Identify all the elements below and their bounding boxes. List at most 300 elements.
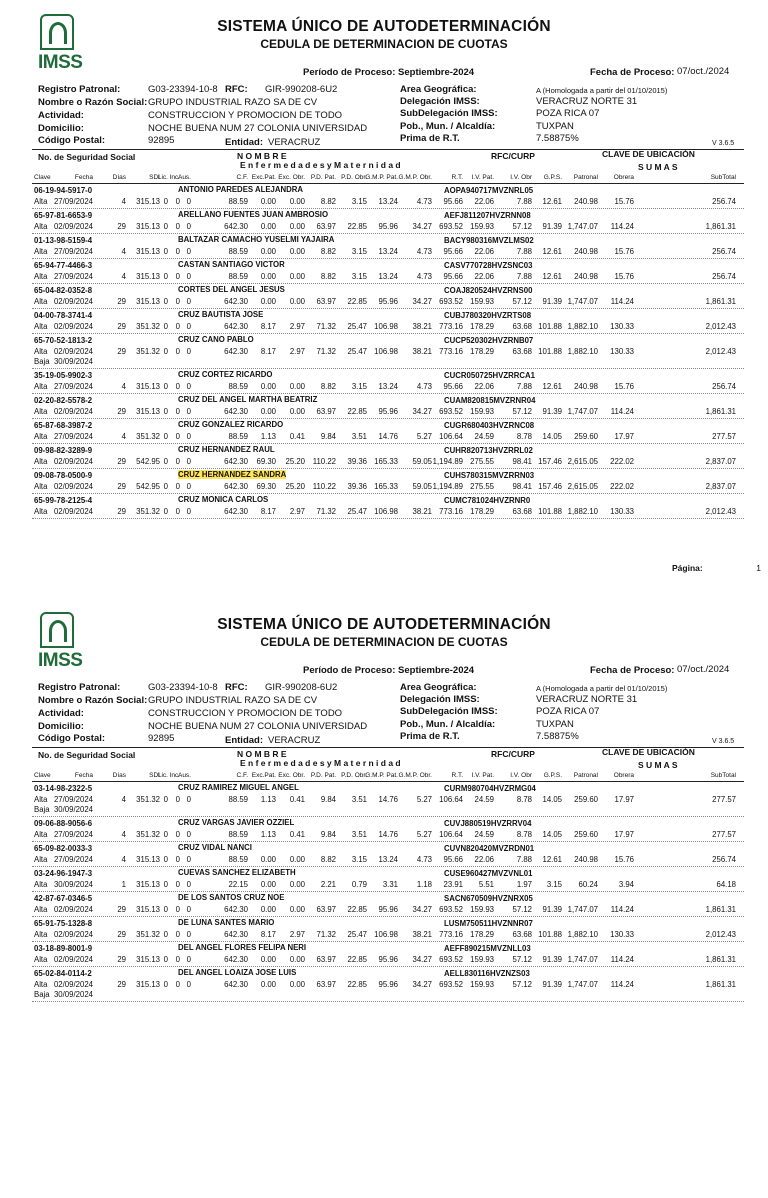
curp: SACN670509HVZNRX05 [444,894,533,903]
employee-name: CRUZ MONICA CARLOS [178,495,269,504]
movement-cell: 0 [163,880,168,889]
movement-cell: 0 [186,955,191,964]
movement-cell: 63.97 [316,222,336,231]
movement-cell: 0 [175,855,180,864]
movement-cell: 0 [175,880,180,889]
movement-cell: 0 [163,507,168,516]
movement-cell: 24.59 [474,830,494,839]
movement-cell: 14.05 [542,432,562,441]
movement-cell: 95.96 [378,905,398,914]
movement-cell: 29 [117,347,126,356]
movement-cell: 114.24 [610,297,634,306]
movement-cell: 4 [121,795,126,804]
movement-cell: 351.32 [136,347,160,356]
movement-cell: 1,747.07 [567,980,598,989]
label-delegacion: Delegación IMSS: [400,694,480,705]
movement-cell: 3.15 [351,855,367,864]
movement-cell: 27/09/2024 [53,247,93,256]
movement-cell: 114.24 [610,407,634,416]
movement-cell: 0 [163,407,168,416]
movement-cell: 3.15 [351,272,367,281]
movement-cell: 1.13 [260,432,276,441]
movement-cell: 0.00 [289,880,305,889]
movement-cell: 0 [163,795,168,804]
movement-cell: 0 [186,322,191,331]
movement-cell: 38.21 [412,322,432,331]
movement-cell: Alta [34,432,48,441]
movement-cell: 25.47 [347,507,367,516]
movement-cell: 23.91 [443,880,463,889]
movement-cell: 91.39 [542,955,562,964]
movement-cell: 0.00 [260,855,276,864]
movement-cell: 1,747.07 [567,905,598,914]
movement-cell: 8.82 [320,855,336,864]
movement-cell: 1,882.10 [567,507,598,516]
label-domicilio: Domicilio: [38,123,84,134]
movement-cell: 13.24 [378,382,398,391]
movement-cell: 542.95 [136,457,160,466]
row-separator [32,841,744,842]
movement-cell: 277.57 [712,830,736,839]
movement-cell: 1,861.31 [705,905,736,914]
movement-cell: 24.59 [474,795,494,804]
movement-cell: 240.98 [574,382,598,391]
movement-cell: 0.41 [289,432,305,441]
value-entidad: VERACRUZ [268,137,321,148]
movement-cell: 277.57 [712,432,736,441]
value-registro: G03-23394-10-8 [148,682,218,693]
movement-cell: 22.85 [347,955,367,964]
header-col: Inc. [169,772,180,779]
movement-cell: 315.13 [136,272,160,281]
movement-cell: Baja [34,805,50,814]
movement-cell: 22.85 [347,980,367,989]
movement-cell: 34.27 [412,905,432,914]
movement-cell: 0 [163,272,168,281]
movement-cell: 30/09/2024 [53,805,93,814]
movement-cell: 95.96 [378,297,398,306]
movement-cell: 02/09/2024 [53,407,93,416]
movement-cell: 3.15 [546,880,562,889]
movement-cell: 106.64 [439,830,463,839]
curp: CUGR680403HVZRNC08 [444,421,535,430]
movement-cell: 39.36 [347,457,367,466]
movement-cell: 1,861.31 [705,222,736,231]
fecha-label: Fecha de Proceso: [590,665,675,676]
movement-cell: Alta [34,247,48,256]
movement-cell: 0 [163,930,168,939]
movement-cell: 642.30 [224,222,248,231]
movement-cell: 0 [175,347,180,356]
label-area: Area Geográfica: [400,84,477,95]
movement-cell: 110.22 [312,457,336,466]
movement-cell: 29 [117,905,126,914]
movement-cell: 22.06 [474,197,494,206]
movement-cell: 0 [186,382,191,391]
movement-cell: 13.24 [378,272,398,281]
label-actividad: Actividad: [38,110,84,121]
movement-cell: 0 [175,930,180,939]
movement-cell: 0 [186,297,191,306]
movement-cell: Alta [34,880,48,889]
movement-cell: 0.00 [260,880,276,889]
movement-cell: 0.00 [260,905,276,914]
movement-cell: 0 [175,795,180,804]
label-pob: Pob., Mun. / Alcaldía: [400,719,496,730]
movement-cell: 22.15 [228,880,248,889]
employee-name: CASTAN SANTIAGO VICTOR [178,260,285,269]
employee-name: CRUZ BAUTISTA JOSE [178,310,264,319]
header-nss: No. de Seguridad Social [38,152,136,162]
header-col: C.F. [236,772,248,779]
nss: 03-14-98-2322-5 [34,784,93,793]
movement-cell: 1,882.10 [567,347,598,356]
movement-cell: 63.97 [316,905,336,914]
columns-divider [32,781,744,782]
movement-cell: 240.98 [574,247,598,256]
movement-cell: 159.93 [470,297,494,306]
movement-cell: 159.93 [470,222,494,231]
movement-cell: 642.30 [224,955,248,964]
header-rfccurp: RFC/CURP [491,749,535,759]
movement-cell: Alta [34,457,48,466]
movement-cell: 1,882.10 [567,930,598,939]
fecha-value: 07/oct./2024 [677,66,730,77]
movement-cell: 0 [163,855,168,864]
value-delegacion: VERACRUZ NORTE 31 [536,96,638,107]
movement-cell: 12.61 [542,382,562,391]
movement-cell: 315.13 [136,955,160,964]
movement-cell: 34.27 [412,407,432,416]
movement-cell: 773.16 [439,322,463,331]
movement-cell: 351.32 [136,507,160,516]
movement-cell: 95.96 [378,955,398,964]
movement-cell: 3.51 [351,432,367,441]
header-col: P.D. Pat. [310,174,336,181]
movement-cell: 2.97 [289,507,305,516]
movement-cell: 222.02 [610,482,634,491]
movement-cell: 29 [117,482,126,491]
movement-cell: 91.39 [542,905,562,914]
movement-cell: 91.39 [542,297,562,306]
movement-cell: 0 [186,247,191,256]
movement-cell: 88.59 [228,197,248,206]
doc-title: SISTEMA ÚNICO DE AUTODETERMINACIÓN [217,18,551,35]
nss: 01-13-98-5159-4 [34,236,93,245]
movement-cell: 22.85 [347,222,367,231]
movement-cell: 29 [117,507,126,516]
movement-cell: 0 [175,830,180,839]
movement-cell: 642.30 [224,507,248,516]
header-col: Exc. Obr. [278,174,305,181]
movement-cell: 0 [186,197,191,206]
movement-cell: 3.15 [351,247,367,256]
movement-cell: 98.41 [512,457,532,466]
movement-cell: 240.98 [574,197,598,206]
movement-cell: 8.17 [260,930,276,939]
movement-cell: 0 [175,955,180,964]
header-col: Lic. [157,772,168,779]
movement-cell: 0.00 [289,222,305,231]
movement-cell: 2,837.07 [705,457,736,466]
movement-cell: 315.13 [136,855,160,864]
movement-cell: 59.05 [412,457,432,466]
value-nombre: GRUPO INDUSTRIAL RAZO SA DE CV [148,695,318,706]
movement-cell: 7.88 [516,197,532,206]
header-col: G.M.P. Pat. [365,174,398,181]
movement-cell: 0 [186,855,191,864]
movement-cell: Baja [34,357,50,366]
employee-name: DE LOS SANTOS CRUZ NOE [178,893,285,902]
movement-cell: 15.76 [614,272,634,281]
row-separator [32,916,744,917]
value-actividad: CONSTRUCCION Y PROMOCION DE TODO [148,110,343,121]
movement-cell: 157.46 [538,457,562,466]
label-pob: Pob., Mun. / Alcaldía: [400,121,496,132]
movement-cell: 88.59 [228,855,248,864]
periodo: Período de Proceso: Septiembre-2024 [303,67,475,78]
movement-cell: 351.32 [136,322,160,331]
movement-cell: 8.78 [516,432,532,441]
curp: CUMC781024HVZRNR0 [444,496,531,505]
movement-cell: 0 [175,247,180,256]
movement-cell: 15.76 [614,247,634,256]
fecha-value: 07/oct./2024 [677,664,730,675]
header-rfccurp: RFC/CURP [491,151,535,161]
movement-cell: 259.60 [574,432,598,441]
movement-cell: 0 [175,905,180,914]
movement-cell: 0 [186,482,191,491]
movement-cell: 0.00 [260,222,276,231]
curp: CURM980704HVZRMG04 [444,784,536,793]
movement-cell: 8.82 [320,272,336,281]
movement-cell: 57.12 [512,905,532,914]
movement-cell: 15.76 [614,197,634,206]
movement-cell: 13.24 [378,855,398,864]
movement-cell: 2,837.07 [705,482,736,491]
movement-cell: 02/09/2024 [53,347,93,356]
pagina-label: Página: [672,563,703,573]
movement-cell: 9.84 [320,795,336,804]
employee-name: CRUZ VARGAS JAVIER OZZIEL [178,818,295,827]
header-col: Lic. [157,174,168,181]
movement-cell: 02/09/2024 [53,905,93,914]
movement-cell: 693.52 [439,955,463,964]
movement-cell: 0 [163,222,168,231]
header-col: Obrera [613,772,634,779]
movement-cell: 1.13 [260,830,276,839]
movement-cell: 02/09/2024 [53,297,93,306]
version: V 3.6.5 [712,140,735,147]
movement-cell: 1.18 [416,880,432,889]
row-separator [32,468,744,469]
row-separator [32,393,744,394]
header-clave-ubic: CLAVE DE UBICACIÓN [602,747,695,757]
label-domicilio: Domicilio: [38,721,84,732]
movement-cell: 14.05 [542,795,562,804]
movement-cell: 0 [163,322,168,331]
header-nombre: N O M B R E [237,749,287,759]
header-col: Fecha [74,174,93,181]
movement-cell: 259.60 [574,830,598,839]
movement-cell: 0.41 [289,795,305,804]
movement-cell: 9.84 [320,830,336,839]
movement-cell: 114.24 [610,222,634,231]
movement-cell: 57.12 [512,297,532,306]
movement-cell: 27/09/2024 [53,855,93,864]
movement-cell: 0 [186,222,191,231]
movement-cell: 0 [163,247,168,256]
movement-cell: 0.00 [289,197,305,206]
row-separator [32,493,744,494]
movement-cell: 02/09/2024 [53,955,93,964]
movement-cell: 0.00 [260,297,276,306]
curp: CUVN820420MVZRDN01 [444,844,535,853]
movement-cell: 0 [175,382,180,391]
header-clave-ubic: CLAVE DE UBICACIÓN [602,149,695,159]
movement-cell: 27/09/2024 [53,432,93,441]
movement-cell: 25.47 [347,322,367,331]
movement-cell: 114.24 [610,905,634,914]
fecha-label: Fecha de Proceso: [590,67,675,78]
movement-cell: 0 [175,407,180,416]
movement-cell: 34.27 [412,222,432,231]
movement-cell: 351.32 [136,830,160,839]
movement-cell: 38.21 [412,347,432,356]
header-col: C.F. [236,174,248,181]
movement-cell: 315.13 [136,222,160,231]
movement-cell: 2.21 [320,880,336,889]
value-area: A (Homologada a partir del 01/10/2015) [536,86,668,95]
movement-cell: 315.13 [136,980,160,989]
logo-text: IMSS [38,650,83,671]
movement-cell: 351.32 [136,432,160,441]
curp: LUSM750511HVZNNR07 [444,919,533,928]
header-col: G.M.P. Pat. [365,772,398,779]
movement-cell: 02/09/2024 [53,507,93,516]
nss: 65-97-81-6653-9 [34,211,93,220]
movement-cell: 1.97 [516,880,532,889]
movement-cell: 1,861.31 [705,407,736,416]
nss: 09-06-88-9056-6 [34,819,93,828]
movement-cell: 277.57 [712,795,736,804]
movement-cell: 63.97 [316,955,336,964]
movement-cell: 29 [117,980,126,989]
header-nombre: N O M B R E [237,151,287,161]
nss: 42-87-67-0346-5 [34,894,93,903]
movement-cell: 0 [186,407,191,416]
movement-cell: 642.30 [224,297,248,306]
movement-cell: 1.13 [260,795,276,804]
movement-cell: Alta [34,830,48,839]
movement-cell: 8.82 [320,247,336,256]
movement-cell: 178.29 [470,347,494,356]
movement-cell: 4 [121,830,126,839]
movement-cell: 0 [163,197,168,206]
nss: 03-18-89-8001-9 [34,944,93,953]
movement-cell: 02/09/2024 [53,457,93,466]
curp: CUCP520302HVZRNB07 [444,336,534,345]
movement-cell: 8.17 [260,507,276,516]
employee-name: CRUZ VIDAL NANCI [178,843,252,852]
nss: 09-98-82-3289-9 [34,446,93,455]
movement-cell: 29 [117,955,126,964]
movement-cell: 642.30 [224,980,248,989]
movement-cell: 0.00 [289,855,305,864]
header-col: Exc. Obr. [278,772,305,779]
row-separator [32,966,744,967]
movement-cell: 95.66 [443,382,463,391]
movement-cell: 95.66 [443,855,463,864]
doc-subtitle: CEDULA DE DETERMINACION DE CUOTAS [260,37,508,51]
movement-cell: 114.24 [610,955,634,964]
movement-cell: 95.96 [378,222,398,231]
header-col: R.T. [451,772,463,779]
nss: 65-99-78-2125-4 [34,496,93,505]
movement-cell: 0.00 [260,382,276,391]
employee-name: CRUZ GONZALEZ RICARDO [178,420,284,429]
movement-cell: 88.59 [228,795,248,804]
row-separator [32,1001,744,1002]
curp: CASV770728HVZSNC03 [444,261,533,270]
employee-name: DEL ANGEL LOAIZA JOSE LUIS [178,968,297,977]
movement-cell: 3.15 [351,382,367,391]
movement-cell: 12.61 [542,247,562,256]
movement-cell: 0.00 [289,247,305,256]
value-cp: 92895 [148,135,175,146]
movement-cell: 2,615.05 [567,457,598,466]
employee-name: ARELLANO FUENTES JUAN AMBROSIO [178,210,329,219]
movement-cell: 3.31 [382,880,398,889]
movement-cell: 0 [175,272,180,281]
movement-cell: 106.98 [374,347,398,356]
columns-divider [32,183,744,184]
movement-cell: 165.33 [374,482,398,491]
nss: 02-20-82-5578-2 [34,396,93,405]
header-col: I.V. Pat. [471,772,494,779]
curp: CUCR050725HVZRRCA1 [444,371,535,380]
movement-cell: 02/09/2024 [53,930,93,939]
movement-cell: 642.30 [224,322,248,331]
movement-cell: 315.13 [136,297,160,306]
movement-cell: 38.21 [412,930,432,939]
movement-cell: 0 [175,980,180,989]
movement-cell: 1,861.31 [705,955,736,964]
header-col: SubTotal [710,174,736,181]
movement-cell: 315.13 [136,407,160,416]
movement-cell: 101.88 [538,347,562,356]
movement-cell: 0.00 [260,272,276,281]
header-col: G.M.P. Obr. [398,174,432,181]
movement-cell: 642.30 [224,407,248,416]
row-separator [32,891,744,892]
movement-cell: 22.85 [347,407,367,416]
movement-cell: 14.76 [378,830,398,839]
movement-cell: 642.30 [224,482,248,491]
movement-cell: 0 [186,980,191,989]
movement-cell: 34.27 [412,980,432,989]
header-col: P.D. Obr. [341,772,367,779]
movement-cell: 8.17 [260,347,276,356]
movement-cell: 63.97 [316,407,336,416]
label-cp: Código Postal: [38,135,106,146]
movement-cell: 25.20 [285,482,305,491]
label-subdelegacion: SubDelegación IMSS: [400,706,498,717]
movement-cell: 4.73 [416,382,432,391]
movement-cell: 24.59 [474,432,494,441]
movement-cell: 14.76 [378,795,398,804]
movement-cell: 95.96 [378,980,398,989]
